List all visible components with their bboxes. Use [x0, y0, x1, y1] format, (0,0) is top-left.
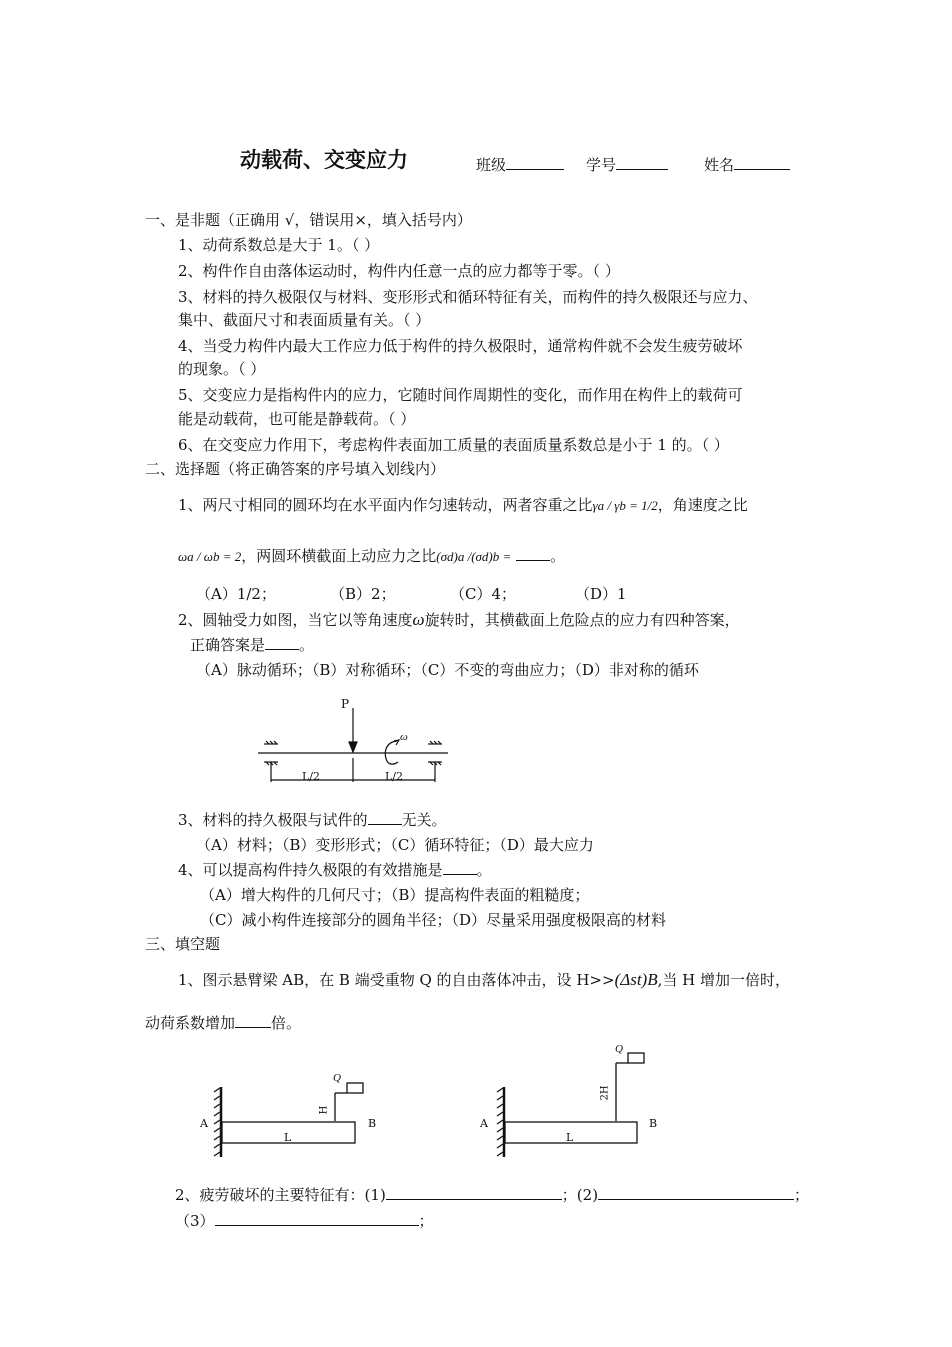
class-field[interactable] — [476, 155, 564, 175]
tf-question-1: 1、动荷系数总是大于 1。（ ） — [178, 236, 380, 254]
student-id-label: 学号 — [586, 156, 617, 174]
mc-q1-option-a: （A）1/2； — [196, 585, 276, 603]
beam1-l-label: L — [284, 1131, 292, 1144]
name-label: 姓名 — [704, 156, 735, 174]
section3-heading: 三、填空题 — [145, 935, 221, 953]
beam1-q-label: Q — [333, 1072, 341, 1084]
beam2-2h-label: 2H — [599, 1085, 611, 1101]
beam1-b-label: B — [368, 1117, 377, 1130]
mc-question-4: 4、可以提高构件持久极限的有效措施是 。 — [178, 861, 492, 879]
mc-question-1-line2: ωa / ωb = 2，两圆环横截面上动应力之比(σd)a /(σd)b = 。 — [178, 547, 566, 565]
tf-question-5-line2: 能是动载荷，也可能是静载荷。（ ） — [178, 410, 416, 428]
mc-q4-options-line1: （A）增大构件的几何尺寸；（B）提高构件表面的粗糙度； — [200, 886, 590, 904]
page-title: 动载荷、交变应力 — [240, 148, 408, 172]
tf-question-4-line2: 的现象。（ ） — [178, 360, 266, 378]
mc-question-1-line1: 1、两尺寸相同的圆环均在水平面内作匀速转动，两者容重之比γa / γb = 1/2，角速度之比 — [178, 496, 748, 514]
mc-question-2-line2: 正确答案是 。 — [190, 636, 315, 654]
mc-q1-option-c: （C）4； — [450, 585, 517, 603]
answer-blank[interactable] — [265, 635, 299, 650]
angular-velocity-ratio: ωa / ωb = 2 — [178, 549, 242, 564]
fill-question-2-line2: （3） ； — [175, 1212, 434, 1230]
beam2-l-label: L — [566, 1131, 574, 1144]
section1-heading: 一、是非题（正确用 √，错误用×，填入括号内） — [145, 211, 472, 229]
tf-question-6: 6、在交变应力作用下，考虑构件表面加工质量的表面质量系数总是小于 1 的。（ ） — [178, 436, 729, 454]
fill-question-1-line1: 1、图示悬臂梁 AB，在 B 端受重物 Q 的自由落体冲击，设 H>>(Δst)B,当 H 增加一倍时， — [178, 970, 790, 989]
tf-question-4-line1: 4、当受力构件内最大工作应力低于构件的持久极限时，通常构件就不会发生疲劳破坏 — [178, 337, 743, 355]
tf-question-2: 2、构件作自由落体运动时，构件内任意一点的应力都等于零。（ ） — [178, 262, 620, 280]
tf-question-5-line1: 5、交变应力是指构件内的应力，它随时间作周期性的变化，而作用在构件上的载荷可 — [178, 386, 743, 404]
mc-q3-options: （A）材料；（B）变形形式；（C）循环特征；（D）最大应力 — [196, 836, 594, 854]
student-id-field[interactable] — [586, 155, 668, 175]
mc-q2-options: （A）脉动循环；（B）对称循环；（C）不变的弯曲应力；（D）非对称的循环 — [196, 661, 699, 679]
answer-blank[interactable] — [443, 860, 477, 875]
left-span-label: L/2 — [302, 770, 321, 783]
answer-blank[interactable] — [235, 1013, 271, 1028]
beam2-q-label: Q — [615, 1043, 623, 1055]
beam1-a-label: A — [200, 1117, 208, 1130]
beam2-a-label: A — [480, 1117, 488, 1130]
name-field[interactable] — [704, 155, 790, 175]
right-span-label: L/2 — [385, 770, 404, 783]
mc-q1-option-b: （B）2； — [330, 585, 396, 603]
stress-ratio: (σd)a /(σd)b = — [436, 549, 512, 564]
omega-label: ω — [400, 731, 408, 743]
answer-blank-1[interactable] — [386, 1185, 562, 1200]
fill-question-1-line2: 动荷系数增加 倍。 — [145, 1014, 302, 1032]
load-p-label: P — [341, 697, 350, 711]
mc-q4-options-line2: （C）减小构件连接部分的圆角半径；（D）尽量采用强度极限高的材料 — [200, 911, 667, 929]
answer-blank[interactable] — [516, 546, 550, 561]
class-label: 班级 — [476, 156, 507, 174]
beam2-b-label: B — [649, 1117, 658, 1130]
weight-ratio: γa / γb = 1/2 — [592, 498, 658, 513]
beam1-h-label: H — [318, 1105, 330, 1115]
static-deflection-symbol: (Δst)B — [614, 970, 658, 989]
tf-question-3-line1: 3、材料的持久极限仅与材料、变形形式和循环特征有关，而构件的持久极限还与应力、 — [178, 288, 758, 306]
section2-heading: 二、选择题（将正确答案的序号填入划线内） — [145, 460, 446, 478]
fill-question-2-line1: 2、疲劳破坏的主要特征有：(1) ；(2) ； — [175, 1186, 810, 1204]
tf-question-3-line2: 集中、截面尺寸和表面质量有关。（ ） — [178, 311, 431, 329]
answer-blank-3[interactable] — [215, 1211, 419, 1226]
mc-q1-option-d: （D）1 — [575, 585, 627, 603]
mc-question-2-line1: 2、圆轴受力如图，当它以等角速度ω旋转时，其横截面上危险点的应力有四种答案， — [178, 610, 740, 629]
mc-question-3: 3、材料的持久极限与试件的 无关。 — [178, 811, 447, 829]
answer-blank[interactable] — [368, 810, 402, 825]
answer-blank-2[interactable] — [598, 1185, 794, 1200]
